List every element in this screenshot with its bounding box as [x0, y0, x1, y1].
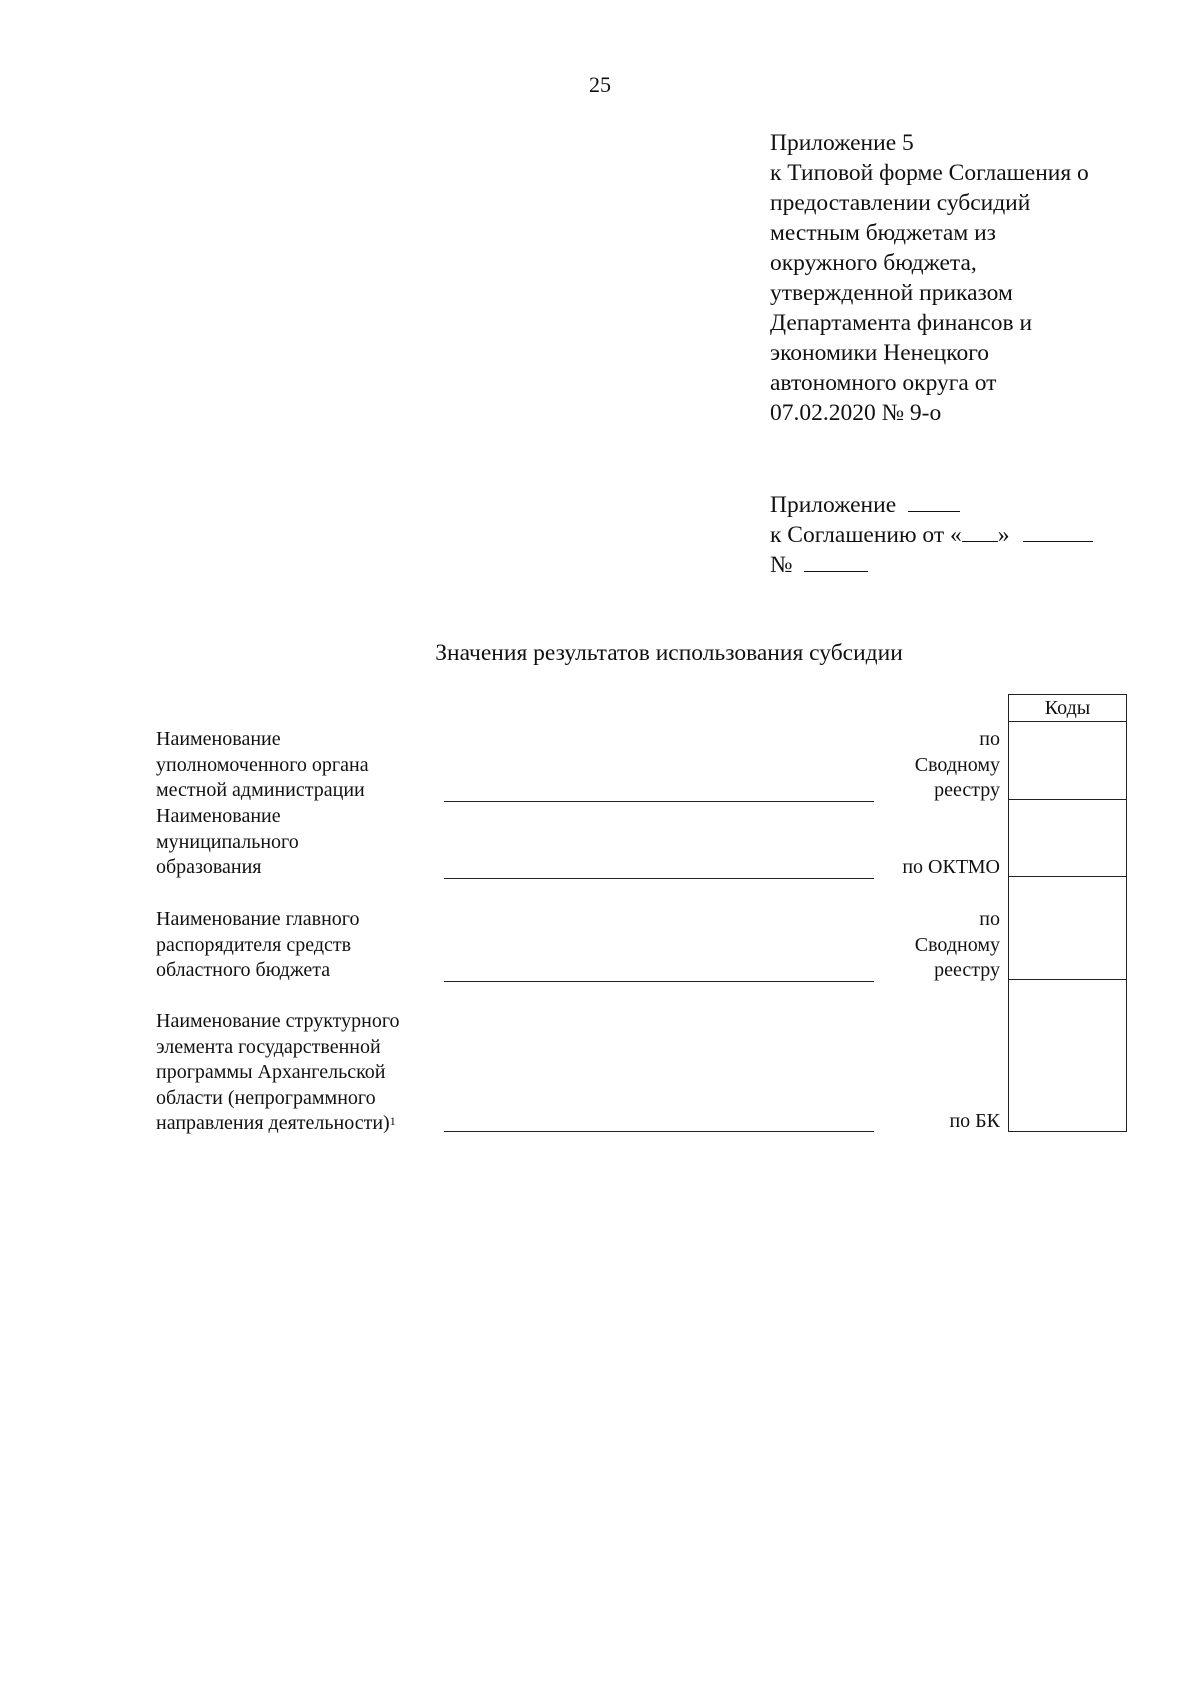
agreement-number-sign: №: [770, 552, 793, 578]
row-label-line: Наименование: [156, 805, 281, 827]
appendix-line: 07.02.2020 № 9-о: [770, 400, 942, 426]
row-label-line: элемента государственной: [156, 1035, 381, 1058]
code-cell-svodny-reestr-2[interactable]: [1009, 979, 1126, 980]
appendix-line: предоставлении субсидий: [770, 190, 1031, 216]
appendix-line: утвержденной приказом: [770, 280, 1013, 306]
code-label-line: Сводному: [914, 753, 1000, 776]
page-number: 25: [589, 72, 611, 97]
appendix-line: автономного округа от: [770, 370, 997, 396]
code-label-line: реестру: [934, 779, 1000, 801]
row-label-line: направления деятельности): [156, 1112, 390, 1134]
row-label-line: областного бюджета: [156, 959, 331, 981]
code-label-line: по: [979, 908, 1000, 930]
agreement-date-quote: »: [997, 522, 1010, 548]
row-label-municipality: [156, 804, 299, 881]
fill-line-structural-element[interactable]: [444, 1131, 874, 1132]
row-label-line: программы Архангельской: [156, 1061, 386, 1083]
appendix-line: к Типовой форме Соглашения о: [770, 160, 1089, 186]
appendix-line: Приложение 5: [770, 130, 914, 156]
agreement-appendix-label: Приложение: [770, 492, 897, 518]
row-label-structural-element: [156, 1009, 400, 1137]
code-label-line: по БК: [949, 1110, 1000, 1132]
row-label-line: образования: [156, 856, 262, 878]
row-label-line: Наименование: [156, 728, 281, 750]
code-label-svodny-reestr-2: [915, 907, 1000, 984]
fill-line-municipality[interactable]: [444, 878, 874, 879]
code-cell-svodny-reestr-1[interactable]: [1009, 799, 1126, 800]
document-title: Значения результатов использования субсидии: [435, 640, 903, 666]
code-label-line: Сводному: [914, 933, 1000, 956]
row-label-line: Наименование структурного: [156, 1010, 400, 1032]
agreement-date-prefix: к Соглашению от «: [770, 522, 962, 548]
code-label-line: по: [979, 728, 1000, 750]
row-label-line: местной администрации: [156, 779, 365, 801]
appendix-line: окружного бюджета,: [770, 250, 977, 276]
row-label-authorized-body: [156, 727, 369, 804]
codes-header: Коды: [1009, 695, 1126, 722]
code-label-svodny-reestr-1: [915, 727, 1000, 804]
fill-line-authorized-body[interactable]: [444, 801, 874, 802]
appendix-line: местным бюджетам из: [770, 220, 996, 246]
footnote-marker: 1: [389, 1114, 396, 1128]
row-label-line-with-footnote: [156, 1111, 400, 1137]
code-cell-oktmo[interactable]: [1009, 876, 1126, 877]
appendix-line: Департамента финансов и: [770, 310, 1033, 336]
row-label-line: муниципального: [156, 830, 299, 853]
row-label-line: распорядителя средств: [156, 933, 352, 956]
row-label-chief-administrator: [156, 907, 360, 984]
code-label-line: реестру: [934, 959, 1000, 981]
code-label-oktmo: [902, 855, 1000, 881]
code-label-bk: [949, 1109, 1000, 1135]
row-label-line: области (непрограммного: [156, 1086, 376, 1109]
appendix-line: экономики Ненецкого: [770, 340, 990, 366]
row-label-line: уполномоченного органа: [156, 753, 369, 776]
code-label-line: по ОКТМО: [902, 856, 1000, 878]
codes-table: [1008, 694, 1127, 1132]
fill-line-chief-administrator[interactable]: [444, 981, 874, 982]
row-label-line: Наименование главного: [156, 908, 360, 930]
